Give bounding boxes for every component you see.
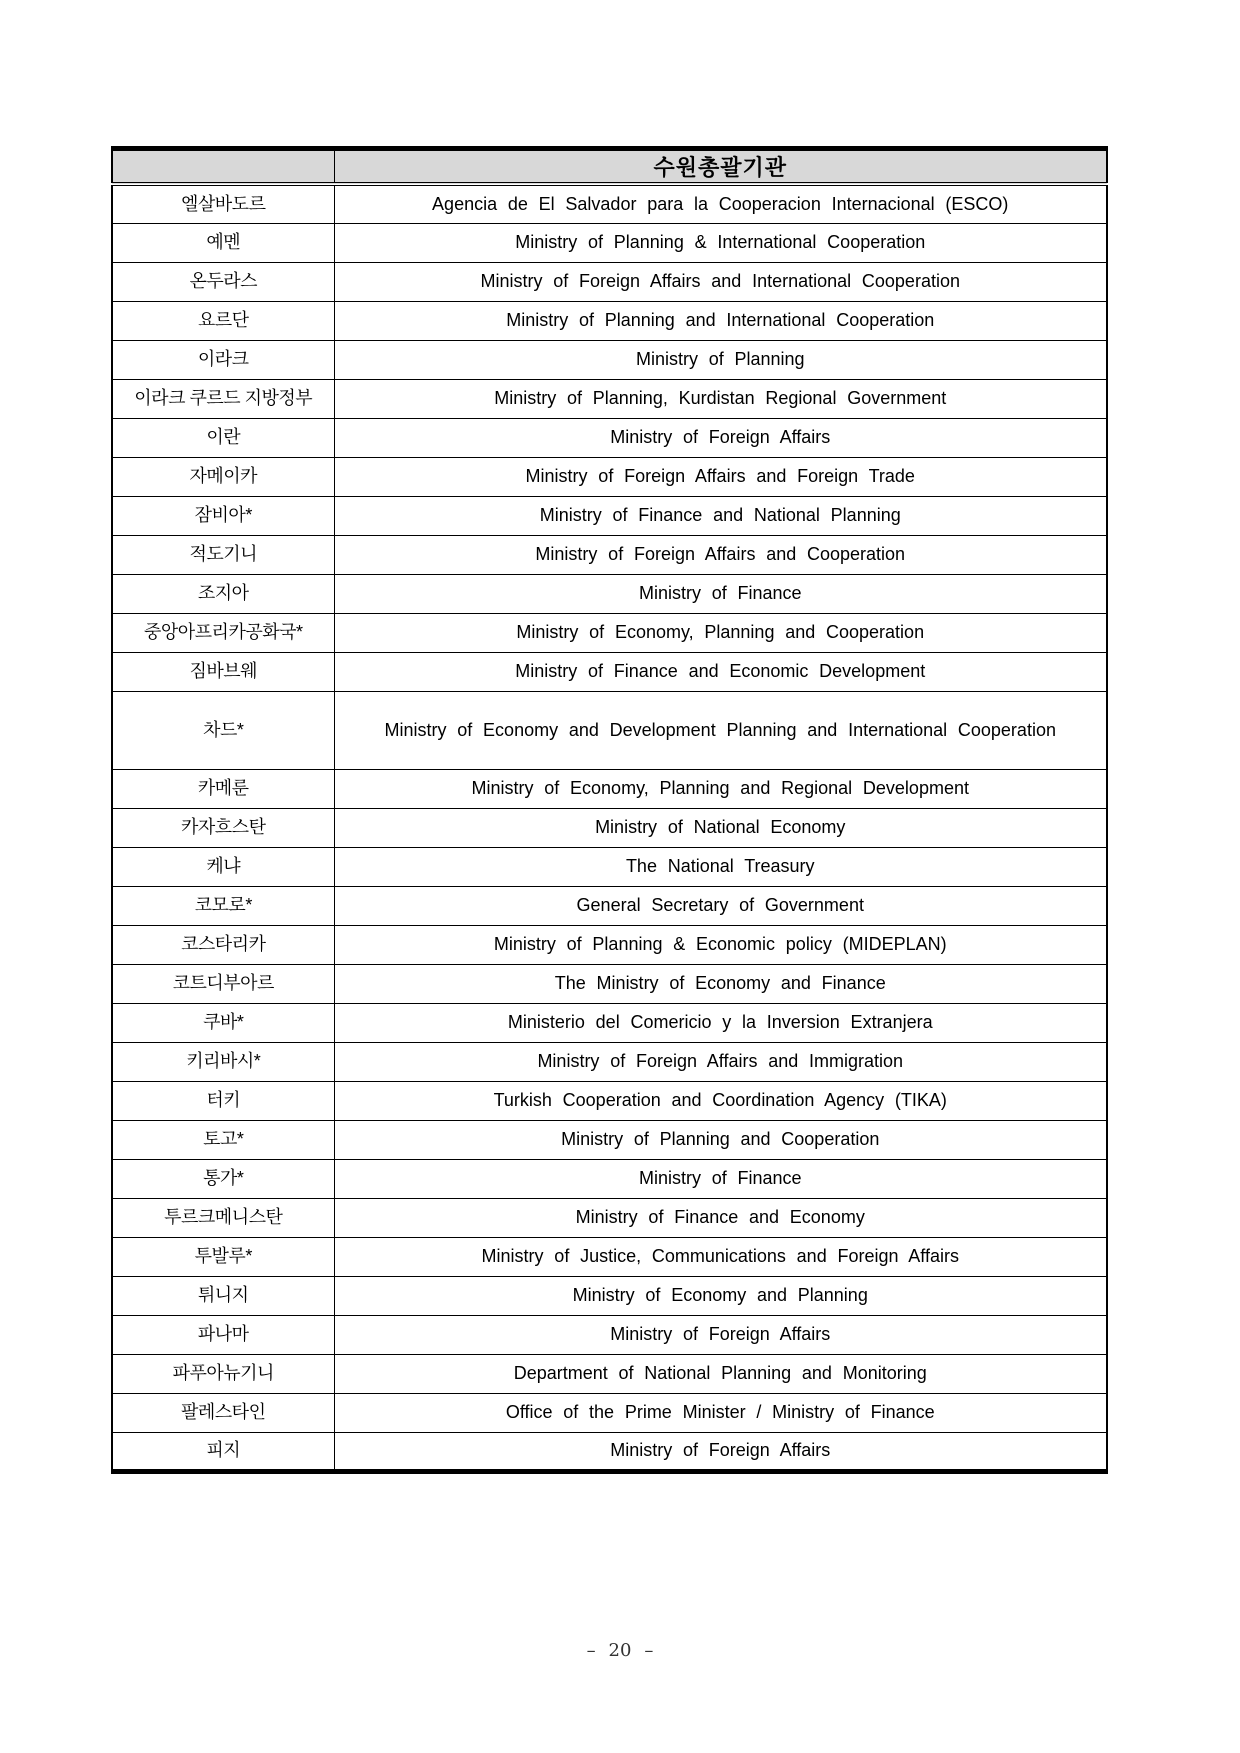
table-row (112, 184, 1107, 223)
table-row (112, 418, 1107, 457)
table-row (112, 1120, 1107, 1159)
country-cell: 코모로* (112, 886, 334, 925)
agency-cell-text: The Ministry of Economy and Finance (554, 973, 886, 994)
table-row (112, 1042, 1107, 1081)
agency-cell (334, 691, 1107, 769)
country-cell: 적도기니 (112, 535, 334, 574)
table-row (112, 964, 1107, 1003)
table-row (112, 223, 1107, 262)
agency-cell (334, 886, 1107, 925)
agency-cell (334, 1315, 1107, 1354)
agency-cell (334, 262, 1107, 301)
table-row (112, 1003, 1107, 1042)
agency-cell (334, 769, 1107, 808)
table-row (112, 886, 1107, 925)
agency-cell-text: Ministry of Foreign Affairs and Foreign Trade (525, 466, 915, 487)
table-row (112, 574, 1107, 613)
table-row (112, 847, 1107, 886)
country-cell: 온두라스 (112, 262, 334, 301)
agency-cell-text: Ministry of Foreign Affairs and Immigration (537, 1051, 904, 1072)
agency-cell-text: Ministry of Finance and National Planning (539, 505, 901, 526)
agency-cell-text: Ministry of Finance and Economic Development (515, 661, 926, 682)
agency-cell (334, 1003, 1107, 1042)
country-cell: 조지아 (112, 574, 334, 613)
agency-cell-text: Ministry of National Economy (595, 817, 846, 838)
agency-cell (334, 1120, 1107, 1159)
agency-cell (334, 1198, 1107, 1237)
table-row (112, 691, 1107, 769)
agency-cell (334, 340, 1107, 379)
agency-cell (334, 925, 1107, 964)
agency-cell (334, 574, 1107, 613)
agency-cell-text: Ministry of Planning (635, 349, 805, 370)
table-row (112, 925, 1107, 964)
agency-cell-text: General Secretary of Government (576, 895, 864, 916)
country-cell: 투르크메니스탄 (112, 1198, 334, 1237)
agency-cell (334, 1081, 1107, 1120)
country-cell: 피지 (112, 1432, 334, 1471)
agency-cell (334, 301, 1107, 340)
agency-cell-text: Ministry of Foreign Affairs (610, 1440, 831, 1461)
country-cell: 통가* (112, 1159, 334, 1198)
agency-cell (334, 418, 1107, 457)
agency-cell-text: Ministry of Economy, Planning and Regional Development (471, 778, 969, 799)
table-body (112, 184, 1107, 1471)
table-header-row (112, 149, 1107, 185)
agency-cell-text: Ministry of Justice, Communications and Foreign Affairs (481, 1246, 959, 1267)
table-row (112, 769, 1107, 808)
country-cell: 이란 (112, 418, 334, 457)
country-cell: 짐바브웨 (112, 652, 334, 691)
table-row (112, 1393, 1107, 1432)
country-cell: 잠비아* (112, 496, 334, 535)
agency-cell-text: Ministry of Finance (638, 1168, 802, 1189)
table-row (112, 301, 1107, 340)
agency-cell-text: Ministry of Finance (638, 583, 802, 604)
agency-cell (334, 652, 1107, 691)
agency-cell (334, 1276, 1107, 1315)
agency-cell (334, 1393, 1107, 1432)
agency-cell-text: Ministry of Economy, Planning and Cooperation (516, 622, 925, 643)
country-cell: 튀니지 (112, 1276, 334, 1315)
page-number: – 20 – (586, 1640, 654, 1661)
table-row (112, 652, 1107, 691)
country-cell: 코스타리카 (112, 925, 334, 964)
table-row (112, 535, 1107, 574)
agency-cell (334, 964, 1107, 1003)
agency-cell-text: Ministry of Planning and International Cooperation (506, 310, 935, 331)
country-cell: 파나마 (112, 1315, 334, 1354)
agency-cell-text: Ministry of Foreign Affairs (610, 1324, 831, 1345)
agency-cell (334, 379, 1107, 418)
table-row (112, 496, 1107, 535)
agency-cell (334, 1354, 1107, 1393)
country-cell: 파푸아뉴기니 (112, 1354, 334, 1393)
table-row (112, 808, 1107, 847)
agency-cell (334, 1237, 1107, 1276)
table-row (112, 1198, 1107, 1237)
country-cell: 예멘 (112, 223, 334, 262)
agency-cell (334, 457, 1107, 496)
agency-cell-text: Office of the Prime Minister / Ministry of Finance (505, 1402, 935, 1423)
table-row (112, 340, 1107, 379)
agency-cell (334, 1432, 1107, 1471)
country-cell: 요르단 (112, 301, 334, 340)
aid-coordination-agency-table (111, 146, 1108, 1474)
country-cell: 이라크 쿠르드 지방정부 (112, 379, 334, 418)
agency-cell-text: Ministry of Planning & Economic policy (MIDEPLAN) (493, 934, 947, 955)
agency-cell-text: Agencia de El Salvador para la Cooperacion Internacional (ESCO) (432, 193, 1009, 214)
country-cell: 이라크 (112, 340, 334, 379)
table-row (112, 379, 1107, 418)
country-cell: 엘살바도르 (112, 184, 334, 223)
agency-cell (334, 808, 1107, 847)
agency-cell-text: Ministry of Finance and Economy (575, 1207, 865, 1228)
table-row (112, 1354, 1107, 1393)
agency-cell-text: Ministry of Planning and Cooperation (561, 1129, 880, 1150)
table-row (112, 613, 1107, 652)
table-row (112, 457, 1107, 496)
agency-cell-text: Ministry of Planning & International Cooperation (515, 232, 926, 253)
country-cell: 투발루* (112, 1237, 334, 1276)
country-cell: 카자흐스탄 (112, 808, 334, 847)
agency-cell (334, 1159, 1107, 1198)
agency-cell-text: Ministry of Economy and Development Planning and International Cooperation (384, 719, 1056, 740)
table-row (112, 1315, 1107, 1354)
table-header (112, 149, 1107, 185)
country-cell: 중앙아프리카공화국* (112, 613, 334, 652)
agency-cell-text: Ministry of Economy and Planning (572, 1285, 868, 1306)
agency-cell (334, 847, 1107, 886)
agency-cell (334, 223, 1107, 262)
agency-cell-text: The National Treasury (625, 856, 815, 877)
agency-cell-text: Ministry of Foreign Affairs and International Cooperation (480, 271, 960, 292)
country-cell: 차드* (112, 691, 334, 769)
agency-cell (334, 613, 1107, 652)
agency-cell (334, 184, 1107, 223)
country-cell: 토고* (112, 1120, 334, 1159)
country-cell: 쿠바* (112, 1003, 334, 1042)
table-row (112, 1432, 1107, 1471)
agency-column-header: 수원총괄기관 (334, 149, 1107, 185)
agency-cell (334, 535, 1107, 574)
agency-cell-text: Ministry of Foreign Affairs and Cooperation (535, 544, 906, 565)
agency-cell-text: Department of National Planning and Monitoring (513, 1363, 927, 1384)
country-cell: 키리바시* (112, 1042, 334, 1081)
country-cell: 케냐 (112, 847, 334, 886)
country-cell: 자메이카 (112, 457, 334, 496)
agency-cell-text: Ministry of Foreign Affairs (610, 427, 831, 448)
table-row (112, 1081, 1107, 1120)
country-cell: 팔레스타인 (112, 1393, 334, 1432)
table-row (112, 1276, 1107, 1315)
country-cell: 터키 (112, 1081, 334, 1120)
agency-cell-text: Ministry of Planning, Kurdistan Regional Government (494, 388, 947, 409)
agency-cell (334, 1042, 1107, 1081)
agency-cell (334, 496, 1107, 535)
table-row (112, 262, 1107, 301)
table-row (112, 1237, 1107, 1276)
country-column-header (112, 149, 334, 185)
table-row (112, 1159, 1107, 1198)
country-cell: 카메룬 (112, 769, 334, 808)
agency-cell-text: Ministerio del Comericio y la Inversion Extranjera (507, 1012, 933, 1033)
agency-cell-text: Turkish Cooperation and Coordination Agency (TIKA) (493, 1090, 947, 1111)
country-cell: 코트디부아르 (112, 964, 334, 1003)
